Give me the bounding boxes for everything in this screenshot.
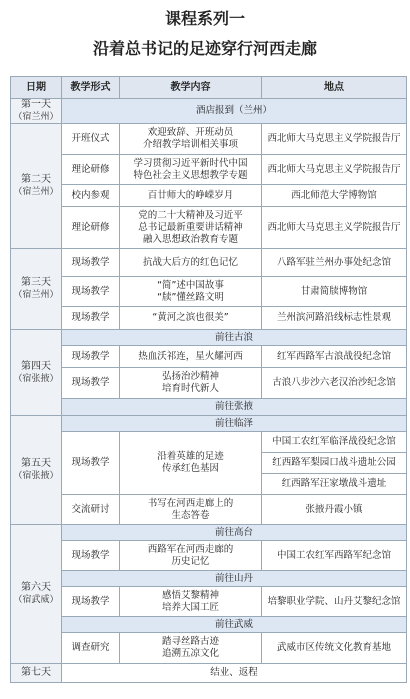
table-row (11, 587, 407, 617)
place-cell: 培黎职业学院、山丹艾黎纪念馆 (262, 587, 407, 617)
content-line: 传承红色基因 (161, 463, 219, 474)
content-cell (120, 633, 262, 664)
checkin-band: 酒店报到（兰州） (62, 99, 407, 124)
form-cell: 调查研究 (62, 633, 120, 664)
travel-band: 前往高台 (62, 525, 407, 541)
day-label: 第四天 (21, 360, 51, 372)
form-cell: 现场教学 (62, 541, 120, 571)
content-line: 总书记最新重要讲话精神 (138, 221, 243, 233)
day-label: 第一天 (21, 99, 51, 110)
content-cell (120, 587, 262, 617)
table-row (11, 541, 407, 571)
header-content: 教学内容 (120, 77, 262, 99)
place-line: 红西路军梨园口战斗遗址公园 (262, 453, 406, 474)
travel-band: 前往张掖 (62, 399, 407, 416)
content-cell (120, 495, 262, 525)
place-cell: 古浪八步沙六老汉治沙纪念馆 (262, 368, 407, 399)
table-row (11, 207, 407, 249)
content-line: 融入思想政治教育专题 (142, 233, 238, 245)
form-cell: 理论研修 (62, 155, 120, 185)
place-cell: 兰州滨河路沿线标志性景观 (262, 307, 407, 330)
travel-band: 前往山丹 (62, 571, 407, 587)
place-cell: 西北师大马克思主义学院报告厅 (262, 155, 407, 185)
table-row (11, 633, 407, 664)
table-row (11, 277, 407, 307)
form-cell: 交流研讨 (62, 495, 120, 525)
content-line: 沿着英雄的足迹 (157, 451, 224, 462)
header-row (11, 77, 407, 99)
end-band: 结业、返程 (62, 664, 407, 683)
table-row (11, 495, 407, 525)
content-line: 踏寻丝路古迹 (161, 636, 219, 647)
content-cell: “黄河之滨也很美” (120, 307, 262, 330)
day-cell (11, 416, 62, 525)
place-cell: 八路军驻兰州办事处纪念馆 (262, 249, 407, 277)
content-line: 西路军在河西走廊的 (147, 543, 234, 555)
form-cell: 现场教学 (62, 277, 120, 307)
content-line: 培育时代新人 (161, 383, 219, 394)
content-line: “牍”懂丝路文明 (157, 291, 224, 303)
content-line: 特色社会主义思想教学专题 (133, 169, 248, 181)
day-cell (11, 525, 62, 664)
day-cell (11, 249, 62, 330)
content-line: 弘扬治沙精神 (161, 371, 219, 382)
table-row (11, 399, 407, 416)
day-cell (11, 99, 62, 124)
day-label: 第三天 (21, 277, 51, 288)
table-row (11, 525, 407, 541)
place-cell: 张掖丹霞小镇 (262, 495, 407, 525)
form-cell: 校内参观 (62, 185, 120, 207)
place-cell: 甘肃简牍博物馆 (262, 277, 407, 307)
day-label: 第六天 (21, 582, 51, 593)
table-row (11, 617, 407, 633)
place-cell: 中国工农红军西路军纪念馆 (262, 541, 407, 571)
content-line: 介绍教学培训相关事项 (142, 139, 238, 150)
content-cell: 百廿师大的峥嵘岁月 (120, 185, 262, 207)
content-cell (120, 432, 262, 495)
page-title: 课程系列一 (164, 9, 245, 28)
day-cell (11, 124, 62, 249)
content-cell (120, 155, 262, 185)
stay-label: （宿兰州） (13, 112, 59, 122)
content-cell (120, 124, 262, 155)
page-subtitle: 沿着总书记的足迹穿行河西走廊 (92, 39, 317, 58)
content-cell (120, 277, 262, 307)
content-line: 感悟艾黎精神 (161, 589, 219, 601)
place-cell: 红军西路军古浪战役纪念馆 (262, 346, 407, 368)
stay-label: （宿兰州） (13, 290, 59, 300)
stay-label: （宿兰州） (13, 187, 59, 197)
header-date: 日期 (11, 77, 62, 99)
place-cell (262, 432, 407, 495)
form-cell: 理论研修 (62, 207, 120, 249)
header-place: 地点 (262, 77, 407, 99)
table-row (11, 416, 407, 432)
form-cell: 现场教学 (62, 368, 120, 399)
table-row (11, 155, 407, 185)
content-cell: 抗战大后方的红色记忆 (120, 249, 262, 277)
content-line: 书写在河西走廊上的 (147, 497, 234, 509)
place-cell: 西北师大马克思主义学院报告厅 (262, 207, 407, 249)
table-row (11, 664, 407, 683)
header-form: 教学形式 (62, 77, 120, 99)
day-label: 第五天 (21, 458, 51, 469)
table-row (11, 124, 407, 155)
table-row (11, 571, 407, 587)
form-cell: 现场教学 (62, 346, 120, 368)
day-label: 第二天 (21, 174, 51, 185)
form-cell: 现场教学 (62, 587, 120, 617)
content-line: “简”述中国故事 (157, 279, 224, 291)
content-cell (120, 541, 262, 571)
table-row (11, 307, 407, 330)
table-row (11, 432, 407, 495)
content-line: 欢迎致辞、开班动员 (147, 127, 234, 138)
content-line: 历史记忆 (171, 555, 210, 567)
schedule-table (10, 76, 407, 683)
form-cell: 现场教学 (62, 249, 120, 277)
stay-label: （宿张掖） (13, 373, 59, 384)
content-line: 学习贯彻习近平新时代中国 (133, 157, 248, 169)
form-cell: 现场教学 (62, 307, 120, 330)
stay-label: （宿武威） (13, 595, 59, 605)
form-cell: 开班仪式 (62, 124, 120, 155)
day-cell (11, 664, 62, 683)
table-row (11, 185, 407, 207)
content-cell (120, 207, 262, 249)
content-line: 生态答卷 (171, 509, 210, 521)
table-row (11, 330, 407, 346)
day-cell (11, 330, 62, 416)
table-row (11, 249, 407, 277)
table-row (11, 368, 407, 399)
content-cell (120, 368, 262, 399)
table-row (11, 346, 407, 368)
table-row (11, 99, 407, 124)
day-label: 第七天 (21, 667, 51, 678)
form-cell: 现场教学 (62, 432, 120, 495)
place-cell: 西北师范大学博物馆 (262, 185, 407, 207)
travel-band: 前往临泽 (62, 416, 407, 432)
content-line: 培养大国工匠 (161, 601, 219, 613)
content-cell: 热血沃祁连，星火耀河西 (120, 346, 262, 368)
travel-band: 前往武威 (62, 617, 407, 633)
place-cell: 武威市区传统文化教育基地 (262, 633, 407, 664)
place-cell: 西北师大马克思主义学院报告厅 (262, 124, 407, 155)
place-line: 中国工农红军临泽战役纪念馆 (262, 432, 406, 453)
content-line: 追溯五凉文化 (161, 648, 219, 659)
content-line: 党的二十大精神及习近平 (138, 209, 243, 221)
stay-label: （宿张掖） (13, 471, 59, 481)
place-line: 红西路军汪家墩战斗遗址 (281, 478, 387, 489)
travel-band: 前往古浪 (62, 330, 407, 346)
